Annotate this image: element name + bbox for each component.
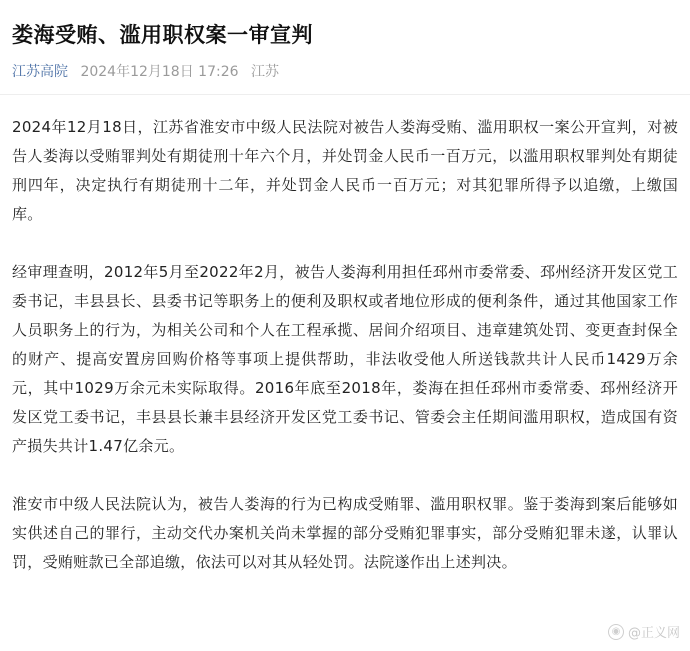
paragraph: 2024年12月18日，江苏省淮安市中级人民法院对被告人娄海受贿、滥用职权一案公开宣判，对被告人娄海以受贿罪判处有期徒刑十年六个月，并处罚金人民币一百万元，以滥用职权罪判处有期徒刑四年，决定执行有期徒刑十二年，并处罚金人民币一百万元；对其犯罪所得予以追缴，上缴国库。 (12, 118, 678, 223)
article-meta (12, 62, 678, 82)
source-link[interactable]: 江苏高院 (12, 64, 68, 80)
article-body (12, 113, 678, 577)
article-title: 娄海受贿、滥用职权案一审宣判 (12, 23, 313, 47)
location: 江苏 (250, 64, 279, 80)
paragraph: 淮安市中级人民法院认为，被告人娄海的行为已构成受贿罪、滥用职权罪。鉴于娄海到案后能够如实供述自己的罪行，主动交代办案机关尚未掌握的部分受贿犯罪事实，部分受贿犯罪未遂，认罪认罚，受贿赃款已全部追缴，依法可以对其从轻处罚。法院遂作出上述判决。 (12, 495, 678, 571)
watermark (608, 622, 680, 641)
watermark-text: @正义网 (627, 626, 680, 641)
paragraph: 经审理查明，2012年5月至2022年2月，被告人娄海利用担任邳州市委常委、邳州经济开发区党工委书记，丰县县长、县委书记等职务上的便利及职权或者地位形成的便利条件，通过其他国家工作人员职务上的行为，为相关公司和个人在工程承揽、居间介绍项目、违章建筑处罚、变更查封保全的财产、提高安置房回购价格等事项上提供帮助，非法收受他人所送钱款共计人民币1429万余元，其中1029万余元未实际取得。2016年底至2018年，娄海在担任邳州市委常委、邳州经济开发区党工委书记，丰县县长兼丰县经济开发区党工委书记、管委会主任期间滥用职权，造成国有资产损失共计1.47亿余元。 (12, 263, 678, 455)
divider (0, 94, 690, 95)
weibo-logo-icon: ◉ (608, 624, 624, 640)
publish-date: 2024年12月18日 17:26 (80, 64, 239, 80)
